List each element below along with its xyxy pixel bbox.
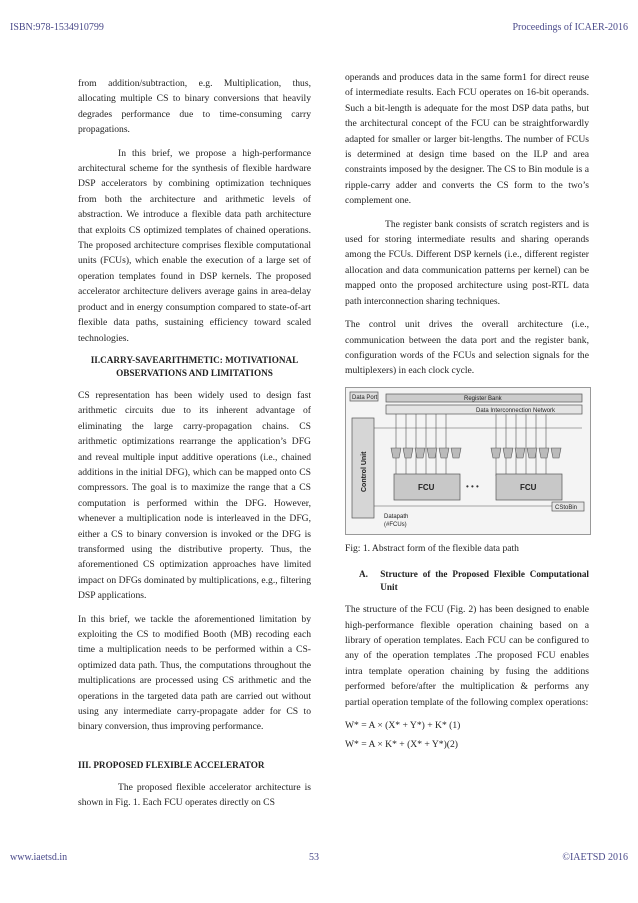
website-footer: www.iaetsd.in (10, 852, 68, 863)
ellipsis: • • • (466, 481, 479, 491)
proceedings-header: Proceedings of ICAER-2016 (512, 22, 628, 33)
cs-to-bin-label: CStoBin (555, 504, 578, 511)
paragraph: In this brief, we propose a high-performance architectural scheme for the synthesis of flexible hardware DSP accelerators by combining optimization techniques from both the architecture and arithmetic levels of abstraction. We introduce a flexible data path architecture that exploits CS optimized templates of chained operations. The proposed architecture comprises flexible computational units (FCUs), which enable the execution of a large set of operation templates found in DSP kernels. The proposed accelerator architecture delivers average gains in area-delay product and in energy consumption compared to state-of-art flexible data paths, sustaining efficiency toward scaled technologies. (78, 147, 311, 344)
section-heading-2: II.CARRY-SAVEARITHMETIC: MOTIVATIONAL OBSERVATIONS AND LIMITATIONS (90, 354, 299, 378)
paragraph: The control unit drives the overall architecture (i.e., communication between the data port and the register bank, configuration words of the FCUs and selection signals for the multiplexers) in each clock cycle. (345, 319, 589, 377)
paragraph: from addition/subtraction, e.g. Multiplication, thus, allocating multiple CS to binary conversions that heavily degrades performance due to time-consuming carry propagations. (78, 78, 311, 136)
paragraph: CS representation has been widely used to design fast arithmetic circuits due to its inherent advantage of eliminating the large carry-propagation chains. CS arithmetic optimizations rearrange the application’s DFG and reveal multiple input additive operations (i.e., chained additions in the initial DFG), which can be mapped onto CS compressors. The goal is to maximize the range that a CS computation is performed within the DFG. However, whenever a multiplication node is interleaved in the DFG, either a CS to binary conversion is invoked or the DFG is transformed using the distributive property. Thus, the aforementioned CS optimization approaches have limited impact on DFGs dominated by multiplications, e.g., filtering DSP applications. (78, 389, 311, 602)
left-column (78, 76, 311, 819)
right-column (345, 70, 589, 757)
fcu-label: FCU (520, 482, 537, 492)
section-heading-3: III. PROPOSED FLEXIBLE ACCELERATOR (78, 759, 265, 770)
isbn-header: ISBN:978-1534910799 (10, 22, 104, 33)
copyright-footer: ©IAETSD 2016 (562, 852, 628, 863)
mux-row (391, 448, 561, 458)
control-unit-label: Control Unit (361, 451, 368, 492)
paragraph: The proposed flexible accelerator architecture is shown in Fig. 1. Each FCU operates directly on CS (78, 781, 311, 809)
fcu-count-label: (#FCUs) (384, 521, 407, 528)
fcu-label: FCU (418, 482, 435, 492)
paragraph: The register bank consists of scratch registers and is used for storing intermediate results and sharing operands among the FCUs. Different DSP kernels (i.e., different register allocation and data communication patterns per kernel) can be mapped onto the proposed architecture using post-RTL data path interconnection sharing techniques. (345, 218, 589, 307)
figure-caption: Fig: 1. Abstract form of the flexible data path (345, 542, 519, 554)
subsection-heading (359, 568, 589, 594)
subsection-title: Structure of the Proposed Flexible Computational Unit (380, 569, 589, 593)
datapath-svg (346, 388, 590, 534)
paragraph: operands and produces data in the same form1 for direct reuse of intermediate results. Each FCU operates on 16-bit operands. Such a bit-length is adequate for the most DSP data paths, but the architectural concept of the FCU can be straightforwardly adapted for smaller or larger bit-lengths. The number of FCUs is determined at design time based on the ILP and area constraints imposed by the designer. The CS to Bin module is a ripple-carry adder and converts the CS form to the two’s complement one. (345, 72, 589, 207)
register-bank-label: Register Bank (464, 395, 502, 402)
equation-2: W* = A × K* + (X* + Y*)(2) (345, 739, 458, 751)
interconnect-label: Data Interconnection Network (476, 407, 556, 414)
subsection-number: A. (359, 569, 368, 580)
paragraph: The structure of the FCU (Fig. 2) has been designed to enable high-performance flexible operation chaining based on a library of operation templates. Each FCU can be configured to any of the operation templates .The proposed FCU enables intra template operation chaining by fusing the additions performed before/after the multiplication & performs any partial operation template of the following complex operations: (345, 604, 589, 708)
figure-1-datapath-diagram (345, 387, 591, 535)
datapath-label: Datapath (384, 513, 409, 520)
paragraph: In this brief, we tackle the aforementioned limitation by exploiting the CS to modified Booth (MB) recoding each time a multiplication needs to be performed within a CS-optimized data path. Thus, the computations throughout the multiplications are processed using CS arithmetic and the operations in the targeted data path are carried out without using any intermediate carry-propagate adder for CS to binary conversion, thus improving performance. (78, 613, 311, 733)
page-number: 53 (309, 852, 319, 863)
data-port-label: Data Port (352, 394, 378, 401)
equation-1: W* = A × (X* + Y*) + K* (1) (345, 719, 461, 731)
